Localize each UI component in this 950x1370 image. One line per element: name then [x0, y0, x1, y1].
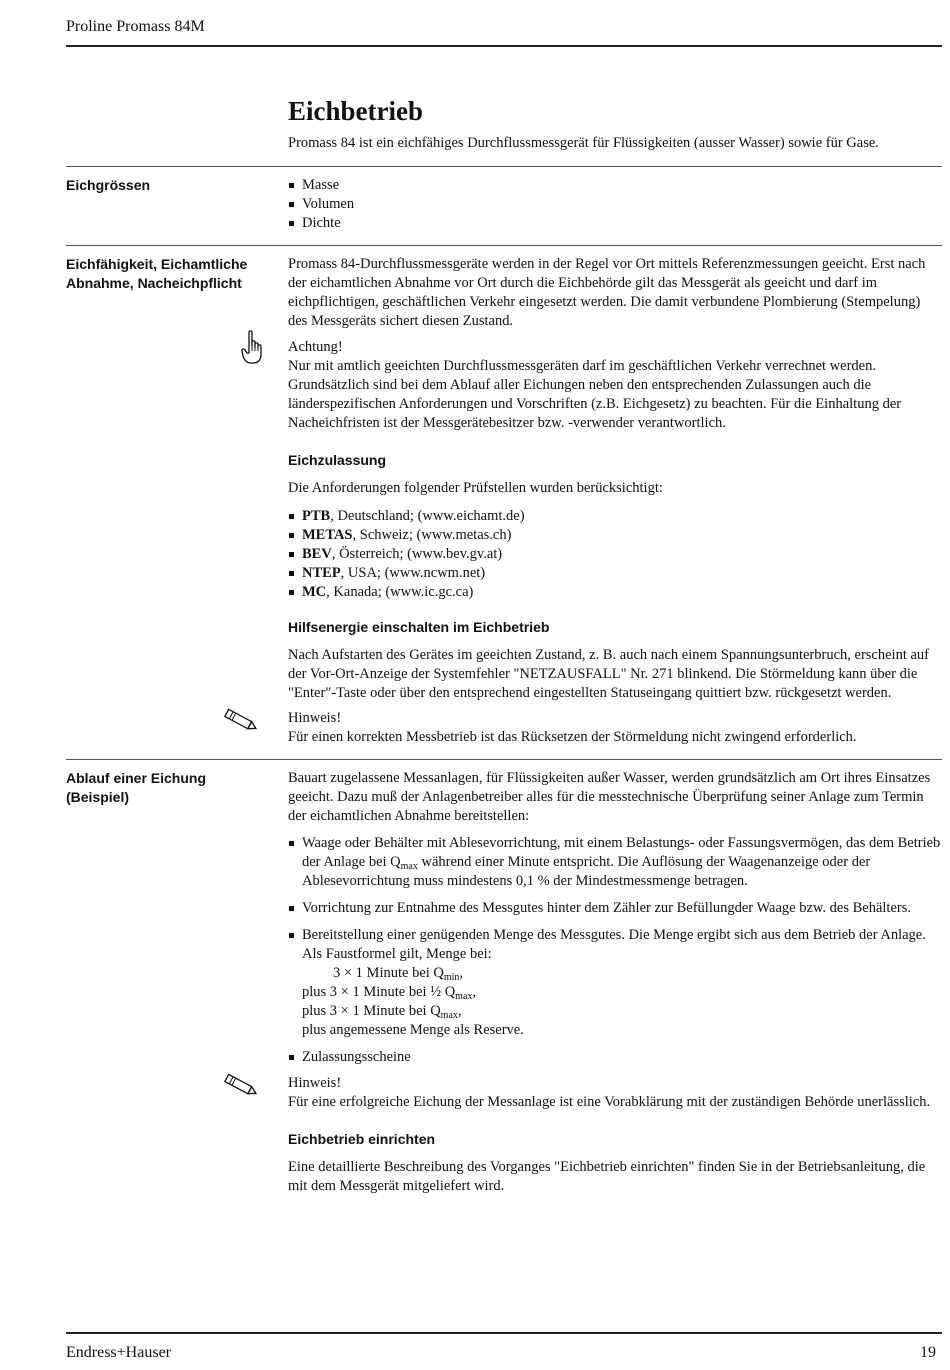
- agency-name: MC: [302, 584, 327, 600]
- formula-line: [302, 1002, 943, 1021]
- intro-text: Promass 84 ist ein eichfähiges Durchflussmessgerät für Flüssigkeiten (ausser Wasser) sowie für Gase.: [288, 135, 879, 151]
- agency-detail: , USA; (www.ncwm.net): [340, 565, 486, 581]
- agency-list: [288, 507, 943, 602]
- header-rule: [66, 45, 942, 47]
- section-label-line: Eichfähigkeit, Eichamtliche: [66, 256, 248, 272]
- agency-name: PTB: [302, 508, 331, 524]
- subscript: max: [400, 861, 418, 872]
- caution-block: [288, 338, 943, 433]
- formula-line: [302, 983, 943, 1002]
- page-title: Eichbetrieb: [288, 96, 423, 126]
- text: Bereitstellung einer genügenden Menge des Messgutes. Die Menge ergibt sich aus dem Betrieb der Anlage.: [302, 927, 926, 943]
- section-label-eichfaehigkeit: [66, 255, 271, 293]
- agency-name: BEV: [302, 546, 332, 562]
- text: plus 3 × 1 Minute bei Q: [302, 1003, 441, 1019]
- caution-label: Achtung!: [288, 339, 343, 355]
- ablauf-paragraph: [288, 769, 943, 826]
- list-item: [288, 926, 943, 1040]
- subheading-hilfsenergie: Hilfsenergie einschalten im Eichbetrieb: [288, 619, 550, 635]
- agency-name: METAS: [302, 527, 353, 543]
- agency-detail: , Österreich; (www.bev.gv.at): [331, 546, 503, 562]
- eichfaehigkeit-paragraph: [288, 255, 943, 331]
- footer-rule: [66, 1332, 942, 1334]
- agency-detail: , Deutschland; (www.eichamt.de): [330, 508, 525, 524]
- footer-brand: Endress+Hauser: [66, 1344, 171, 1361]
- paragraph: Bauart zugelassene Messanlagen, für Flüssigkeiten außer Wasser, werden grundsätzlich am Ort ihres Einsatzes geeicht. Dazu muß der Anlagenbetreiber alles für die messtechnische Überprüfung seiner Anlage zum Termin der eichamtlichen Abnahme bereitstellen:: [288, 770, 931, 824]
- section-label-eichgroessen: Eichgrössen: [66, 177, 151, 193]
- caution-text: Nur mit amtlich geeichten Durchflussmessgeräten darf im geschäftlichen Verkehr verrechnet werden. Grundsätzlich sind bei dem Ablauf aller Eichungen neben den entsprechenden Zulassungen auch die länderspezifischen Anforderungen und Vorschriften (z.B. Eichgesetz) zu beachten. Für die Einhaltung der Nacheichfristen ist der Messgerätebesitzer bzw. -verwender verantwortlich.: [288, 358, 902, 431]
- note-text: Für einen korrekten Messbetrieb ist das Rücksetzen der Störmeldung nicht zwingend erforderlich.: [288, 729, 857, 745]
- text: ,: [459, 965, 464, 981]
- caution-hand-icon: [241, 330, 263, 366]
- section-label-line: Ablauf einer Eichung: [66, 770, 207, 786]
- agency-name: NTEP: [302, 565, 341, 581]
- text: plus 3 × 1 Minute bei ½ Q: [302, 984, 456, 1000]
- subheading-eichbetrieb-einrichten: Eichbetrieb einrichten: [288, 1131, 436, 1147]
- hinweis-block-2: [288, 1074, 943, 1112]
- page-number: 19: [920, 1344, 936, 1361]
- paragraph: Promass 84-Durchflussmessgeräte werden in der Regel vor Ort mittels Referenzmessungen geeicht. Erst nach der eichamtlichen Abnahme vor Ort durch die Eichbehörde gilt das Messgerät als geeicht und darf im eichpflichtigen, geschäftlichen Verkehr eingesetzt werden. Die damit verbundene Plombierung (Stempelung) des Messgeräts sichert diesen Zustand.: [288, 256, 926, 329]
- formula-line: [302, 964, 943, 983]
- pencil-note-icon: [220, 708, 260, 732]
- note-label: Hinweis!: [288, 710, 342, 726]
- eichzulassung-block: [288, 451, 943, 602]
- list-item: [288, 526, 943, 545]
- list-item: [288, 545, 943, 564]
- list-item: [288, 564, 943, 583]
- section-divider: [66, 245, 942, 246]
- pencil-note-icon: [220, 1073, 260, 1097]
- section-divider: [66, 166, 942, 167]
- subscript: min: [443, 972, 460, 983]
- hinweis-block-1: [288, 709, 943, 747]
- note-label: Hinweis!: [288, 1075, 342, 1091]
- eichgroessen-list: [288, 176, 943, 233]
- text: Waage oder Behälter mit Ablesevorrichtung, mit einem Belastungs- oder Fassungsvermögen, das dem Betrieb der Anlage bei Q: [302, 835, 941, 870]
- list-item: [288, 583, 943, 602]
- list-item: [288, 507, 943, 526]
- agency-detail: , Schweiz; (www.metas.ch): [352, 527, 512, 543]
- list-item: [288, 834, 943, 891]
- text: 3 × 1 Minute bei Q: [333, 965, 444, 981]
- header-title: Proline Promass 84M: [66, 18, 205, 35]
- text: ,: [457, 1003, 462, 1019]
- list-item: Zulassungsscheine: [288, 1048, 943, 1067]
- text: während einer Minute entspricht. Die Auflösung der Waagenanzeige oder der Ablesevorrichtung muss mindestens 0,1 % der Mindestmessmenge betragen.: [302, 854, 871, 889]
- eichzulassung-text: Die Anforderungen folgender Prüfstellen wurden berücksichtigt:: [288, 480, 663, 496]
- formula-line: plus angemessene Menge als Reserve.: [302, 1022, 524, 1038]
- section-label-line: Abnahme, Nacheichpflicht: [66, 275, 242, 291]
- list-item: Masse: [288, 176, 943, 195]
- eichbetrieb-einrichten-text: Eine detaillierte Beschreibung des Vorganges "Eichbetrieb einrichten" finden Sie in der Betriebsanleitung, die mit dem Messgerät mitgeliefert wird.: [288, 1159, 926, 1194]
- eichgroessen-list-wrap: [288, 176, 943, 233]
- ablauf-list-wrap: [288, 834, 943, 1067]
- hilfsenergie-block: [288, 618, 943, 703]
- list-item: Vorrichtung zur Entnahme des Messgutes hinter dem Zähler zur Befüllungder Waage bzw. des Behälters.: [288, 899, 943, 918]
- subscript: max: [440, 1010, 458, 1021]
- ablauf-list: [288, 834, 943, 1067]
- eichbetrieb-einrichten-block: [288, 1130, 943, 1196]
- section-label-ablauf: [66, 769, 271, 807]
- hilfsenergie-text: Nach Aufstarten des Gerätes im geeichten Zustand, z. B. auch nach einem Spannungsunterbruch, erscheint auf der Vor-Ort-Anzeige der Systemfehler "NETZAUSFALL" Nr. 271 blinkend. Die Störmeldung kann über die "Enter"-Taste oder über den entsprechend eingestellten Statuseingang quittiert bzw. rückgesetzt werden.: [288, 647, 930, 701]
- subheading-eichzulassung: Eichzulassung: [288, 452, 387, 468]
- section-label-line: (Beispiel): [66, 789, 130, 805]
- text: ,: [472, 984, 477, 1000]
- list-item: Dichte: [288, 214, 943, 233]
- list-item: Volumen: [288, 195, 943, 214]
- agency-detail: , Kanada; (www.ic.gc.ca): [326, 584, 474, 600]
- note-text: Für eine erfolgreiche Eichung der Messanlage ist eine Vorabklärung mit der zuständigen Behörde unerlässlich.: [288, 1094, 931, 1110]
- subscript: max: [455, 991, 473, 1002]
- text: Als Faustformel gilt, Menge bei:: [302, 946, 492, 962]
- section-divider: [66, 759, 942, 760]
